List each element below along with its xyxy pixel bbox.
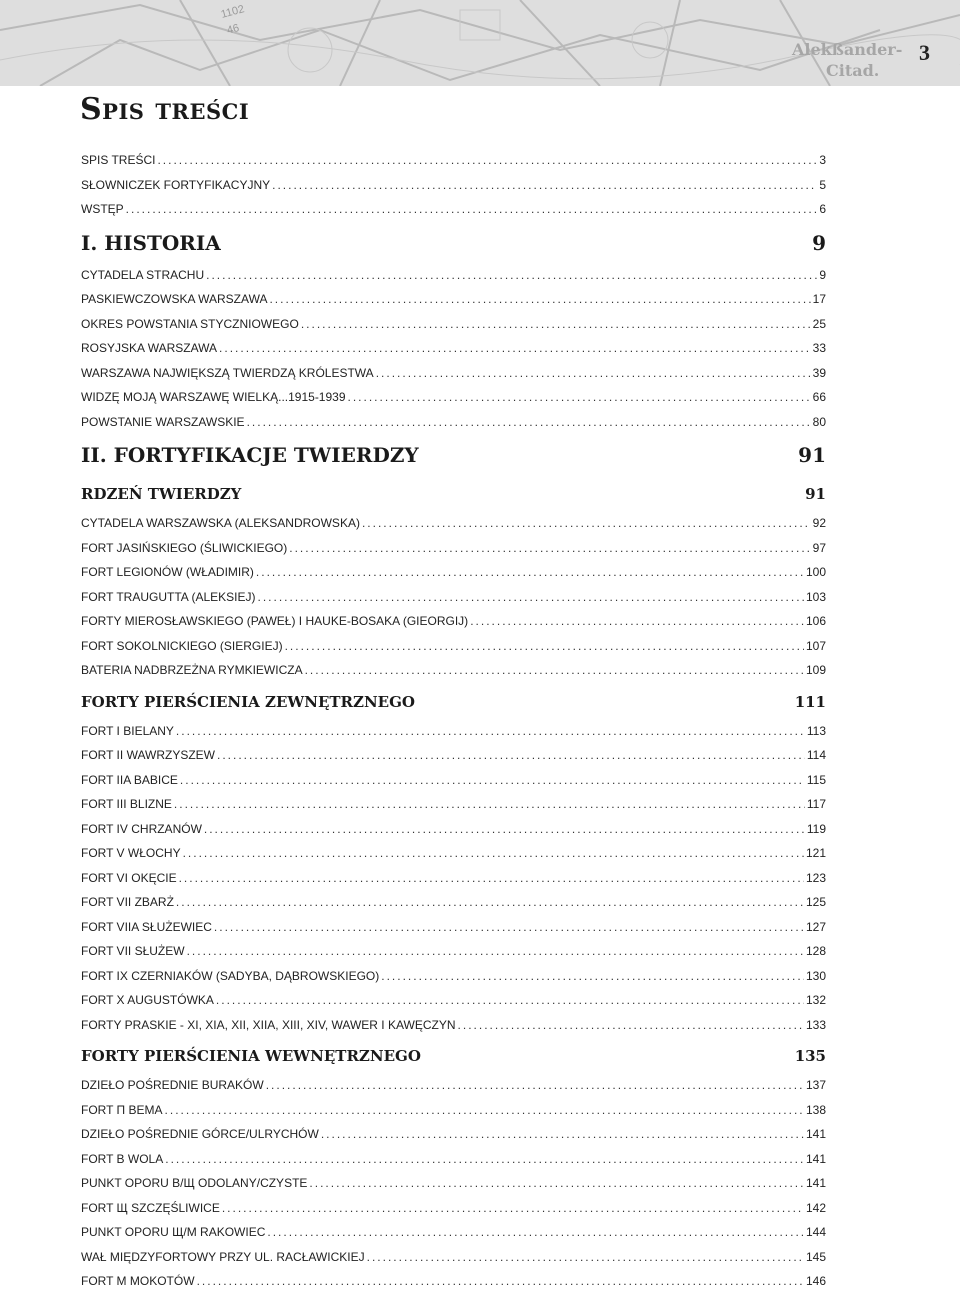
entry-label: FORT V WŁOCHY [81, 846, 181, 860]
toc-entry[interactable] [81, 385, 826, 410]
entry-page: 66 [812, 390, 826, 404]
table-of-contents [81, 148, 826, 1294]
entry-page: 133 [805, 1017, 826, 1032]
entry-page: 119 [806, 821, 826, 836]
toc-entry[interactable] [81, 148, 826, 173]
toc-entry[interactable] [81, 1245, 826, 1270]
section-heading-outer-ring[interactable] [81, 686, 826, 719]
toc-entry[interactable] [81, 1122, 826, 1147]
entry-label: PUNKT OPORU В/Щ ODOLANY/CZYSTE [81, 1176, 308, 1190]
dot-leader [301, 312, 811, 337]
toc-entry[interactable] [81, 890, 826, 915]
toc-entry[interactable] [81, 1073, 826, 1098]
toc-intro-list [81, 148, 826, 222]
entry-label: ROSYJSKA WARSZAWA [81, 341, 218, 355]
entry-page: 97 [812, 540, 826, 555]
page-title: Spis treści [80, 92, 250, 127]
toc-entry[interactable] [81, 817, 826, 842]
entry-page: 142 [805, 1200, 826, 1215]
entry-page: 146 [805, 1274, 826, 1288]
toc-entry[interactable] [81, 634, 826, 659]
section-heading-inner-ring[interactable] [81, 1040, 826, 1073]
dot-leader [176, 719, 805, 744]
toc-entry[interactable] [81, 312, 826, 337]
toc-entry[interactable] [81, 939, 826, 964]
dot-leader [285, 634, 804, 659]
entry-page: 106 [805, 614, 826, 628]
entry-page: 92 [812, 516, 826, 530]
dot-leader [216, 988, 804, 1013]
toc-entry[interactable] [81, 173, 826, 198]
entry-label: BATERIA NADBRZEŻNA RYMKIEWICZA [81, 663, 303, 677]
entry-page: 132 [805, 993, 826, 1007]
entry-label: CYTADELA STRACHU [81, 267, 205, 282]
entry-label: FORT II WAWRZYSZEW [81, 748, 215, 762]
entry-label: CYTADELA WARSZAWSKA (ALEKSANDROWSKA) [81, 516, 360, 530]
dot-leader [376, 361, 811, 386]
dot-leader [214, 915, 804, 940]
toc-entry[interactable] [81, 743, 826, 768]
entry-page: 9 [819, 267, 826, 282]
entry-page: 145 [805, 1249, 826, 1264]
entry-label: FORT М MOKOTÓW [81, 1274, 195, 1288]
toc-entry[interactable] [81, 1196, 826, 1221]
part-heading-page: 9 [812, 230, 826, 255]
entry-page: 123 [805, 870, 826, 885]
dot-leader [187, 939, 804, 964]
entry-page: 127 [805, 919, 826, 934]
dot-leader [257, 585, 803, 610]
toc-entry[interactable] [81, 1013, 826, 1038]
entry-page: 141 [805, 1151, 826, 1166]
entry-label: FORT SOKOLNICKIEGO (SIERGIEJ) [81, 638, 283, 653]
entry-label: DZIEŁO POŚREDNIE GÓRCE/ULRYCHÓW [81, 1127, 319, 1141]
map-background [0, 0, 960, 86]
entry-page: 141 [805, 1127, 826, 1141]
entry-page: 33 [812, 341, 826, 355]
entry-page: 80 [812, 414, 826, 429]
entry-page: 115 [806, 772, 826, 787]
entry-page: 125 [805, 895, 826, 909]
entry-page: 17 [812, 292, 826, 306]
dot-leader [367, 1245, 804, 1270]
section-heading-label: RDZEŃ TWIERDZY [81, 485, 242, 503]
part-heading-fortifications[interactable] [81, 435, 826, 475]
entry-label: FORT JASIŃSKIEGO (ŚLIWICKIEGO) [81, 540, 288, 555]
toc-entry[interactable] [81, 1220, 826, 1245]
entry-page: 130 [805, 968, 826, 983]
toc-entry[interactable] [81, 1098, 826, 1123]
entry-page: 137 [805, 1078, 826, 1092]
entry-label: PASKIEWCZOWSKA WARSZAWA [81, 292, 268, 306]
toc-entry[interactable] [81, 263, 826, 288]
entry-label: FORT VI OKĘCIE [81, 870, 177, 885]
map-label: Citad. [826, 61, 880, 80]
part-heading-history[interactable] [81, 223, 826, 263]
dot-leader [222, 1196, 804, 1221]
toc-entry[interactable] [81, 1269, 826, 1294]
dot-leader [165, 1147, 804, 1172]
dot-leader [458, 1013, 804, 1038]
dot-leader [126, 197, 818, 222]
toc-entry[interactable] [81, 560, 826, 585]
entry-label: FORT III BLIZNE [81, 797, 172, 811]
entry-label: DZIEŁO POŚREDNIE BURAKÓW [81, 1078, 264, 1092]
toc-entry[interactable] [81, 841, 826, 866]
entry-label: FORT VII ZBARŻ [81, 895, 174, 909]
dot-leader [470, 609, 804, 634]
dot-leader [179, 866, 804, 891]
toc-entry[interactable] [81, 536, 826, 561]
dot-leader [266, 1073, 804, 1098]
entry-label: WSTĘP [81, 202, 124, 216]
entry-label: FORT IIA BABICE [81, 772, 178, 787]
entry-page: 117 [806, 797, 826, 811]
entry-page: 107 [805, 638, 826, 653]
dot-leader [269, 287, 810, 312]
entry-label: POWSTANIE WARSZAWSKIE [81, 414, 245, 429]
dot-leader [165, 1098, 804, 1123]
dot-leader [267, 1220, 804, 1245]
map-header-strip [0, 0, 960, 86]
entry-label: FORT В WOLA [81, 1151, 164, 1166]
dot-leader [305, 658, 804, 683]
entry-label: FORT LEGIONÓW (WŁADIMIR) [81, 565, 254, 579]
entry-page: 114 [806, 748, 826, 762]
dot-leader [204, 817, 805, 842]
entry-label: FORTY MIEROSŁAWSKIEGO (PAWEŁ) I HAUKE-BOSAKA (GIEORGIJ) [81, 614, 469, 628]
entry-page: 144 [805, 1225, 826, 1239]
toc-entry[interactable] [81, 197, 826, 222]
dot-leader [174, 792, 805, 817]
entry-label: FORT IV CHRZANÓW [81, 821, 202, 836]
toc-entry[interactable] [81, 988, 826, 1013]
toc-entry[interactable] [81, 915, 826, 940]
dot-leader [272, 173, 817, 198]
dot-leader [247, 410, 811, 435]
dot-leader [217, 743, 805, 768]
entry-page: 109 [805, 663, 826, 677]
entry-label: PUNKT OPORU Щ/М RAKOWIEC [81, 1225, 266, 1239]
toc-entry[interactable] [81, 964, 826, 989]
toc-entry[interactable] [81, 719, 826, 744]
toc-inner-list [81, 1073, 826, 1294]
entry-label: WAŁ MIĘDZYFORTOWY PRZY UL. RACŁAWICKIEJ [81, 1249, 365, 1264]
toc-entry[interactable] [81, 1171, 826, 1196]
entry-page: 5 [819, 177, 826, 192]
part-heading-label: II. FORTYFIKACJE TWIERDZY [81, 443, 419, 467]
entry-label: FORTY PRASKIE - XI, XIA, XII, XIIA, XIII, XIV, WAWER I KAWĘCZYN [81, 1017, 456, 1032]
dot-leader [256, 560, 804, 585]
toc-entry[interactable] [81, 609, 826, 634]
dot-leader [219, 336, 811, 361]
toc-entry[interactable] [81, 1147, 826, 1172]
part-heading-label: I. HISTORIA [81, 230, 221, 255]
toc-history-list [81, 263, 826, 435]
dot-leader [176, 890, 804, 915]
dot-leader [321, 1122, 804, 1147]
entry-page: 100 [805, 565, 826, 579]
toc-core-list [81, 511, 826, 683]
toc-entry[interactable] [81, 792, 826, 817]
entry-label: FORT П BEMA [81, 1102, 163, 1117]
section-heading-page: 91 [805, 485, 826, 503]
entry-page: 3 [819, 153, 826, 167]
entry-label: FORT VIIA SŁUŻEWIEC [81, 919, 212, 934]
entry-page: 39 [812, 365, 826, 380]
dot-leader [180, 768, 805, 793]
entry-page: 103 [805, 589, 826, 604]
entry-label: FORT X AUGUSTÓWKA [81, 993, 214, 1007]
entry-label: SPIS TREŚCI [81, 153, 156, 167]
entry-page: 121 [805, 846, 826, 860]
entry-page: 113 [806, 723, 826, 738]
dot-leader [381, 964, 804, 989]
toc-entry[interactable] [81, 336, 826, 361]
toc-entry[interactable] [81, 511, 826, 536]
toc-entry[interactable] [81, 361, 826, 386]
entry-page: 141 [805, 1176, 826, 1190]
entry-label: FORT I BIELANY [81, 723, 174, 738]
toc-entry[interactable] [81, 585, 826, 610]
map-label: Alekßander- [792, 40, 903, 59]
dot-leader [348, 385, 811, 410]
entry-page: 25 [812, 316, 826, 331]
dot-leader [206, 263, 817, 288]
section-heading-core[interactable] [81, 478, 826, 511]
entry-label: FORT Щ SZCZĘŚLIWICE [81, 1200, 220, 1215]
toc-entry[interactable] [81, 658, 826, 683]
page-number: 3 [919, 40, 930, 65]
section-heading-page: 135 [794, 1047, 826, 1065]
entry-label: FORT TRAUGUTTA (ALEKSIEJ) [81, 589, 256, 604]
entry-page: 138 [805, 1102, 826, 1117]
entry-page: 128 [805, 944, 826, 958]
entry-label: WARSZAWA NAJWIĘKSZĄ TWIERDZĄ KRÓLESTWA [81, 365, 374, 380]
entry-label: OKRES POWSTANIA STYCZNIOWEGO [81, 316, 299, 331]
dot-leader [289, 536, 810, 561]
dot-leader [197, 1269, 804, 1294]
toc-entry[interactable] [81, 287, 826, 312]
dot-leader [362, 511, 811, 536]
toc-entry[interactable] [81, 768, 826, 793]
dot-leader [183, 841, 804, 866]
entry-label: FORT IX CZERNIAKÓW (SADYBA, DĄBROWSKIEGO) [81, 968, 380, 983]
section-heading-label: FORTY PIERŚCIENIA WEWNĘTRZNEGO [81, 1047, 421, 1065]
map-label: 1102 [219, 3, 246, 21]
toc-entry[interactable] [81, 866, 826, 891]
section-heading-label: FORTY PIERŚCIENIA ZEWNĘTRZNEGO [81, 692, 415, 711]
entry-label: SŁOWNICZEK FORTYFIKACYJNY [81, 177, 271, 192]
entry-label: FORT VII SŁUŻEW [81, 944, 185, 958]
entry-page: 6 [819, 202, 826, 216]
entry-label: WIDZĘ MOJĄ WARSZAWĘ WIELKĄ...1915-1939 [81, 390, 346, 404]
section-heading-page: 111 [794, 692, 826, 711]
part-heading-page: 91 [798, 443, 826, 467]
toc-outer-list [81, 719, 826, 1038]
toc-entry[interactable] [81, 410, 826, 435]
dot-leader [309, 1171, 804, 1196]
dot-leader [157, 148, 817, 173]
map-label: 46 [225, 22, 241, 37]
